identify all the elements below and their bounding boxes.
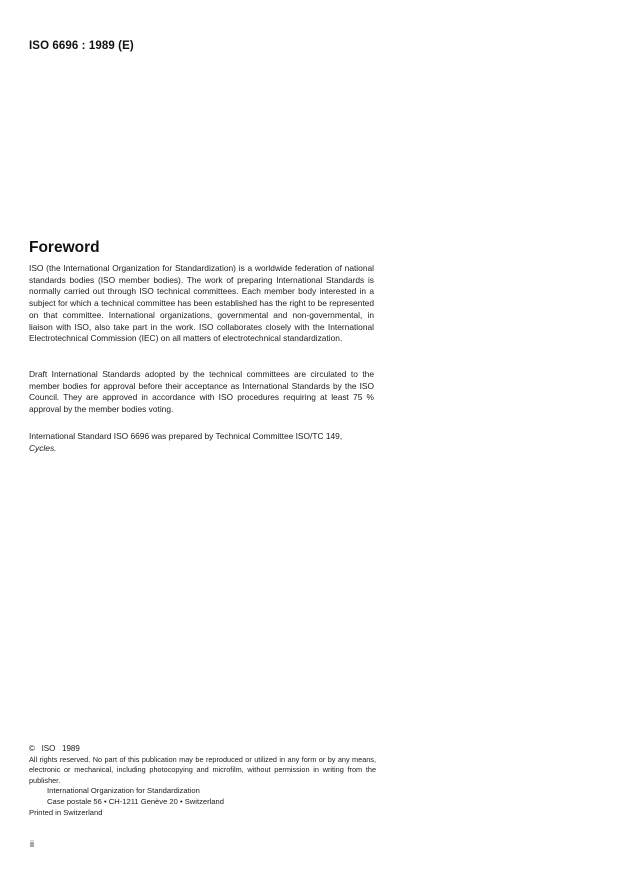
copyright-year: 1989: [62, 744, 80, 753]
foreword-paragraph-1: ISO (the International Organization for Standardization) is a worldwide federation of national standards bodies (ISO member bodies). The work of preparing International Standards is normally carried out through ISO technical committees. Each member body interested in a subject for which a technical committee has been established has the right to be represented on that committee. International organizations, governmental and non-governmental, in liaison with ISO, also take part in the work. ISO collaborates closely with the International Electrotechnical Commission (IEC) on all matters of electrotechnical standardization.: [29, 263, 374, 344]
document-id-header: ISO 6696 : 1989 (E): [29, 40, 134, 52]
publisher-organization: International Organization for Standardization: [47, 786, 200, 796]
printed-in: Printed in Switzerland: [29, 807, 103, 817]
rights-statement: All rights reserved. No part of this publication may be reproduced or utilized in any form or by any means, electronic or mechanical, including photocopying and microfilm, without permission in writing from the publisher.: [29, 754, 376, 785]
committee-name: Cycles.: [29, 442, 57, 453]
copyright-notice: [29, 744, 376, 755]
copyright-icon: ©: [29, 744, 35, 753]
page-number: ii: [30, 839, 34, 849]
foreword-title: Foreword: [29, 239, 100, 256]
copyright-owner: ISO: [41, 744, 56, 753]
copyright-block: [29, 744, 376, 818]
foreword-paragraph-2: Draft International Standards adopted by the technical committees are circulated to the member bodies for approval before their acceptance as International Standards by the ISO Council. They are approved in accordance with ISO procedures requiring at least 75 % approval by the member bodies voting.: [29, 369, 374, 415]
foreword-paragraph-3: [29, 431, 374, 454]
prepared-by-text: International Standard ISO 6696 was prepared by Technical Committee ISO/TC 149,: [29, 431, 343, 441]
publisher-address: Case postale 56 • CH-1211 Genève 20 • Switzerland: [47, 796, 224, 806]
